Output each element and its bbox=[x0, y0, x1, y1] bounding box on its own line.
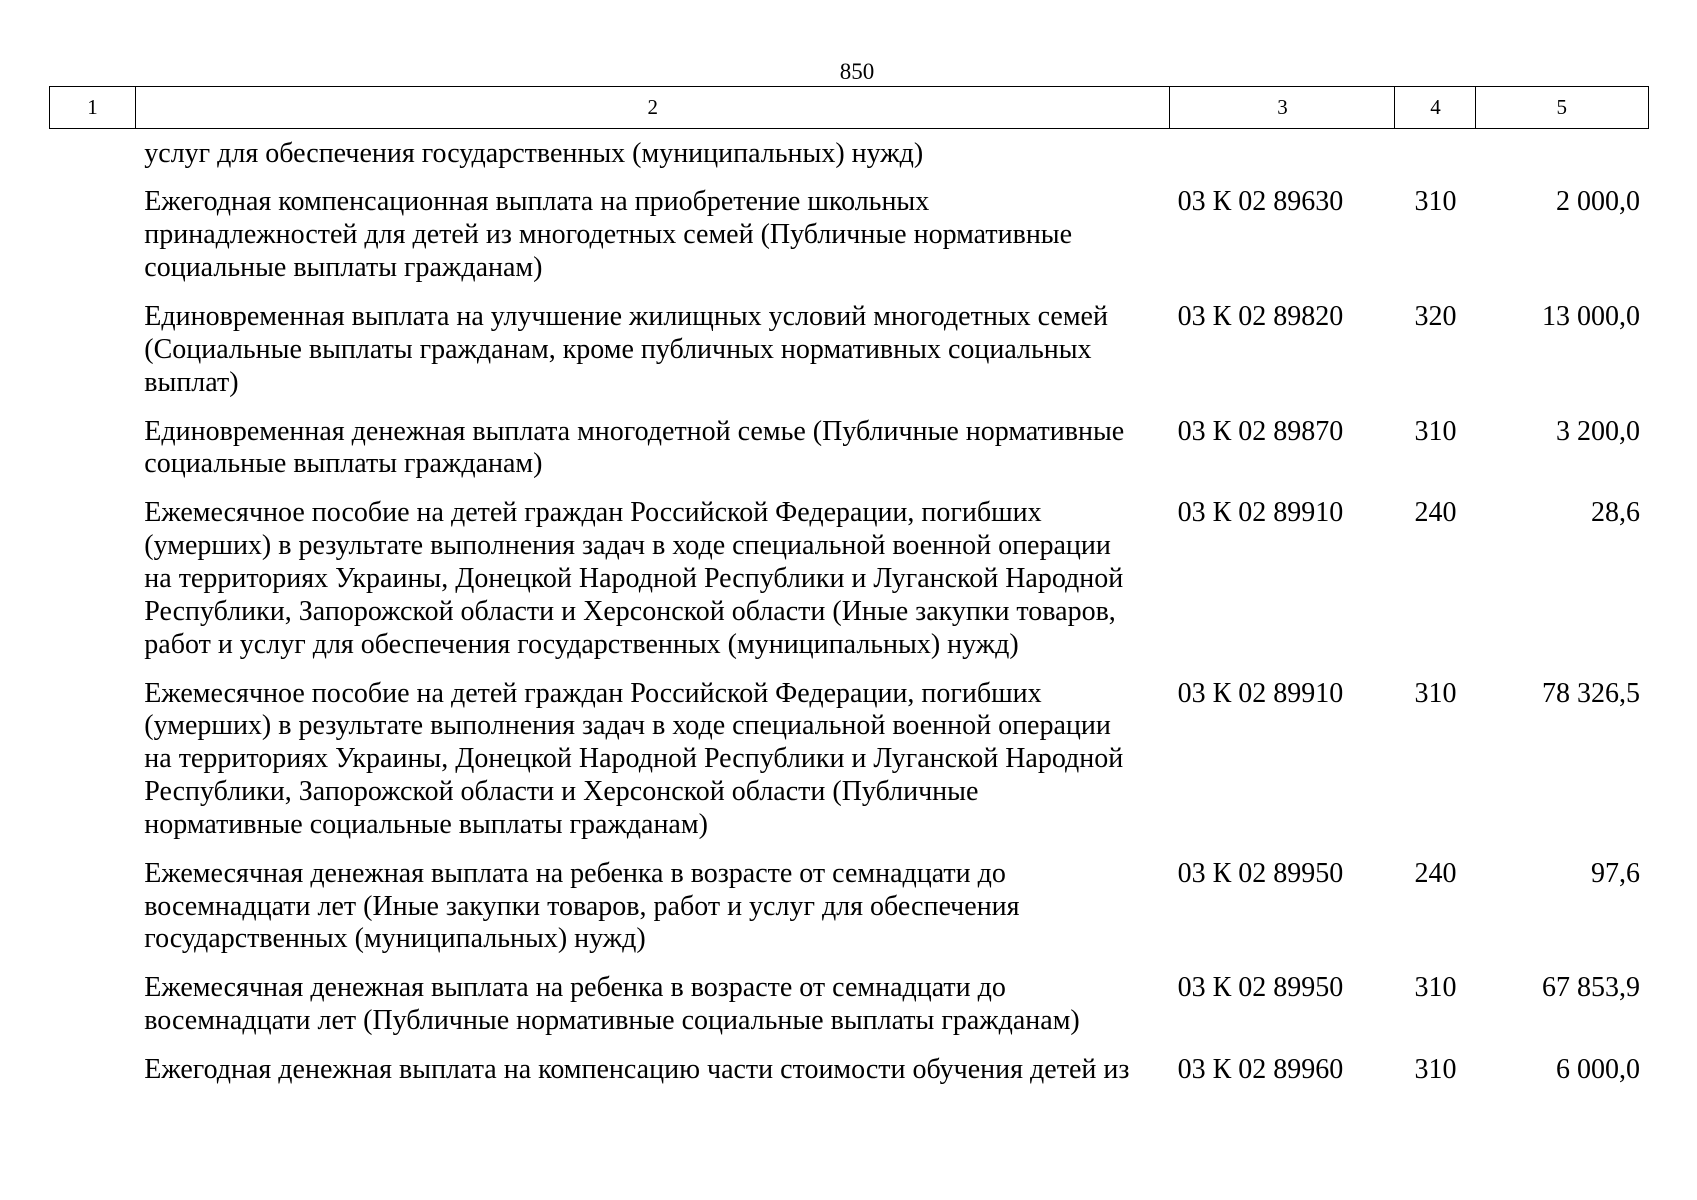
continuation-row bbox=[49, 138, 1649, 171]
classification-code: 03 К 02 89910 bbox=[1177, 497, 1344, 529]
expense-type-code: 310 bbox=[1414, 972, 1457, 1004]
description-line: Ежемесячное пособие на детей граждан Российской Федерации, погибших bbox=[144, 677, 1042, 709]
expense-type-code: 310 bbox=[1414, 186, 1457, 218]
empty-cell bbox=[49, 416, 136, 482]
classification-code: 03 К 02 89870 bbox=[1177, 415, 1344, 447]
description-line: восемнадцати лет (Иные закупки товаров, работ и услуг для обеспечения bbox=[144, 890, 1020, 922]
amount: 2 000,0 bbox=[1555, 186, 1640, 218]
header-cell-col-5: 5 bbox=[1475, 87, 1647, 128]
description-line: социальные выплаты гражданам) bbox=[144, 448, 543, 480]
expense-type-code: 310 bbox=[1414, 677, 1457, 709]
description-line: (умерших) в результате выполнения задач в ходе специальной военной операции bbox=[144, 530, 1111, 562]
expense-type-code: 310 bbox=[1414, 415, 1457, 447]
description bbox=[136, 972, 1170, 1038]
amount: 97,6 bbox=[1590, 857, 1640, 889]
description bbox=[136, 186, 1170, 284]
empty-cell bbox=[49, 1054, 136, 1087]
empty-cell bbox=[49, 972, 136, 1038]
description-line: принадлежностей для детей из многодетных семей (Публичные нормативные bbox=[144, 219, 1073, 251]
description bbox=[136, 678, 1170, 842]
table-row bbox=[49, 497, 1649, 661]
description-line: на территориях Украины, Донецкой Народной Республики и Луганской Народной bbox=[144, 563, 1124, 595]
amount: 13 000,0 bbox=[1541, 301, 1640, 333]
expense-type-code: 320 bbox=[1414, 301, 1457, 333]
amount: 67 853,9 bbox=[1541, 972, 1640, 1004]
page-number: 850 bbox=[839, 59, 875, 84]
table-row bbox=[49, 1054, 1649, 1087]
header-cell-col-4: 4 bbox=[1394, 87, 1475, 128]
description-line: социальные выплаты гражданам) bbox=[144, 252, 543, 284]
amount: 6 000,0 bbox=[1555, 1054, 1640, 1086]
description-line: работ и услуг для обеспечения государственных (муниципальных) нужд) bbox=[144, 628, 1019, 660]
description-line: нормативные социальные выплаты гражданам) bbox=[144, 808, 708, 840]
description-line: Ежемесячная денежная выплата на ребенка в возрасте от семнадцати до bbox=[144, 972, 1006, 1004]
description bbox=[136, 1054, 1170, 1087]
classification-code: 03 К 02 89950 bbox=[1177, 857, 1344, 889]
description-line: Республики, Запорожской области и Херсонской области (Публичные bbox=[144, 775, 979, 807]
table-row bbox=[49, 416, 1649, 482]
classification-code: 03 К 02 89630 bbox=[1177, 186, 1344, 218]
description-line: Ежегодная денежная выплата на компенсацию части стоимости обучения детей из bbox=[144, 1054, 1130, 1086]
classification-code: 03 К 02 89950 bbox=[1177, 972, 1344, 1004]
table-body bbox=[49, 138, 1649, 1104]
description bbox=[136, 497, 1170, 661]
description bbox=[136, 858, 1170, 956]
description-line: услуг для обеспечения государственных (муниципальных) нужд) bbox=[144, 137, 924, 169]
description-line: государственных (муниципальных) нужд) bbox=[144, 923, 646, 955]
table-row bbox=[49, 301, 1649, 399]
empty-cell bbox=[49, 858, 136, 956]
header-cell-col-1: 1 bbox=[87, 95, 98, 119]
description bbox=[136, 416, 1170, 482]
empty-cell bbox=[49, 186, 136, 284]
header-cell-col-2: 2 bbox=[135, 87, 1169, 128]
classification-code: 03 К 02 89910 bbox=[1177, 677, 1344, 709]
description-line: Ежемесячное пособие на детей граждан Российской Федерации, погибших bbox=[144, 497, 1042, 529]
expense-type-code: 240 bbox=[1414, 857, 1457, 889]
table-row bbox=[49, 678, 1649, 842]
description bbox=[136, 138, 1170, 171]
description-line: выплат) bbox=[144, 366, 239, 398]
column-number-header bbox=[49, 86, 1649, 129]
description-line: на территориях Украины, Донецкой Народной Республики и Луганской Народной bbox=[144, 743, 1124, 775]
description-line: восемнадцати лет (Публичные нормативные социальные выплаты гражданам) bbox=[144, 1005, 1080, 1037]
expense-type-code: 310 bbox=[1414, 1054, 1457, 1086]
classification-code: 03 К 02 89820 bbox=[1177, 301, 1344, 333]
description-line: Республики, Запорожской области и Херсонской области (Иные закупки товаров, bbox=[144, 595, 1116, 627]
description bbox=[136, 301, 1170, 399]
amount: 28,6 bbox=[1590, 497, 1640, 529]
amount: 3 200,0 bbox=[1555, 415, 1640, 447]
header-cell-col-3: 3 bbox=[1169, 87, 1394, 128]
empty-cell bbox=[49, 301, 136, 399]
description-line: Ежегодная компенсационная выплата на приобретение школьных bbox=[144, 186, 930, 218]
table-row bbox=[49, 186, 1649, 284]
table-row bbox=[49, 972, 1649, 1038]
description-line: Единовременная выплата на улучшение жилищных условий многодетных семей bbox=[144, 301, 1108, 333]
empty-cell bbox=[49, 138, 136, 171]
amount: 78 326,5 bbox=[1541, 677, 1640, 709]
description-line: Единовременная денежная выплата многодетной семье (Публичные нормативные bbox=[144, 415, 1125, 447]
description-line: (умерших) в результате выполнения задач в ходе специальной военной операции bbox=[144, 710, 1111, 742]
empty-cell bbox=[49, 497, 136, 661]
table-row bbox=[49, 858, 1649, 956]
description-line: Ежемесячная денежная выплата на ребенка в возрасте от семнадцати до bbox=[144, 857, 1006, 889]
expense-type-code: 240 bbox=[1414, 497, 1457, 529]
empty-cell bbox=[49, 678, 136, 842]
classification-code: 03 К 02 89960 bbox=[1177, 1054, 1344, 1086]
description-line: (Социальные выплаты гражданам, кроме публичных нормативных социальных bbox=[144, 333, 1092, 365]
